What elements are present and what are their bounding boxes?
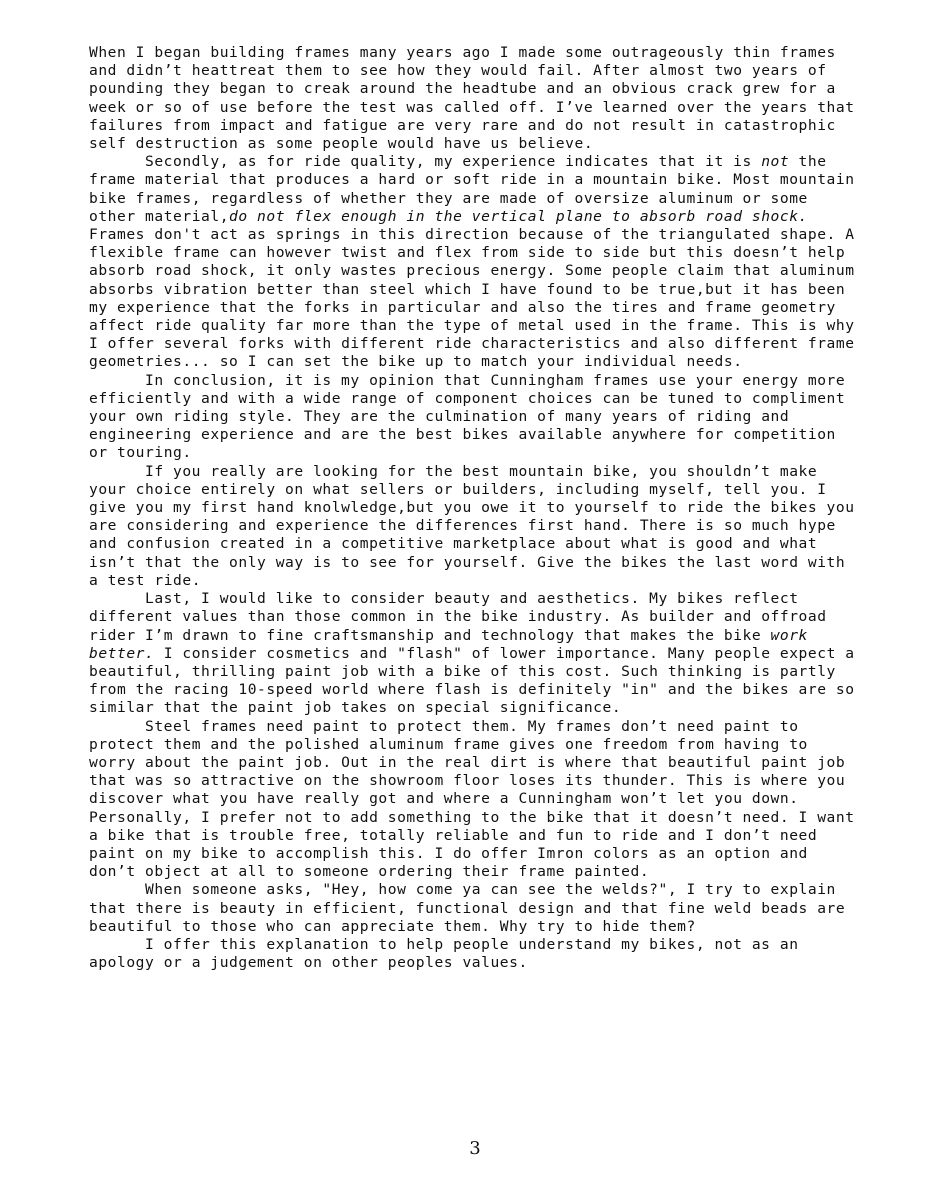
paragraph xyxy=(89,881,859,936)
paragraph-text: In conclusion, it is my opinion that Cunningham frames use your energy more efficiently and with a wide range of component choices can be tuned to compliment your own riding style. They are the culmination of many years of riding and engineering experience and are the best bikes available anywhere for competition or touring. xyxy=(89,371,846,462)
paragraph-text: I offer this explanation to help people understand my bikes, not as an apology or a judgement on other peoples values. xyxy=(89,935,799,972)
emphasized-text: work better. xyxy=(89,626,808,662)
paragraph xyxy=(89,463,859,590)
paragraph-text: I consider cosmetics and "flash" of lower importance. Many people expect a beautiful, thrilling paint job with a bike of this cost. Such thinking is partly from the racing 10-speed world where flash is definitely "in" and the bikes are so similar that the paint job takes on special significance. xyxy=(89,644,855,717)
paragraph-text: When I began building frames many years ago I made some outrageously thin frames and didn’t heattreat them to see how they would fail. After almost two years of pounding they began to creak around the headtube and an obvious crack grew for a week or so of use before the test was called off. I’ve learned over the years that failures from impact and fatigue are very rare and do not result in catastrophic self destruction as some people would have us believe. xyxy=(89,44,855,153)
paragraph xyxy=(89,153,859,371)
paragraph-text: Steel frames need paint to protect them. My frames don’t need paint to protect them and the polished aluminum frame gives one freedom from having to worry about the paint job. Out in the real dirt is where that beautiful paint job that was so attractive on the showroom floor loses its thunder. This is where you discover what you have really got and where a Cunningham won’t let you down. Personally, I prefer not to add something to the bike that it doesn’t need. I want a bike that is trouble free, totally reliable and fun to ride and I don’t need paint on my bike to accomplish this. I do offer Imron colors as an option and don’t object at all to someone ordering their frame painted. xyxy=(89,717,855,881)
body-text xyxy=(89,44,859,972)
paragraph-text: When someone asks, "Hey, how come ya can see the welds?", I try to explain that there is beauty in efficient, functional design and that fine weld beads are beautiful to those who can appreciate them. Why try to hide them? xyxy=(89,881,846,935)
paragraph-text: Frames don't act as springs in this direction because of the triangulated shape. A flexible frame can however twist and flex from side to side but this doesn’t help absorb road shock, it only wastes precious energy. Some people claim that aluminum absorbs vibration better than steel which I have found to be true,but it has been my experience that the forks in particular and also the tires and frame geometry affect ride quality far more than the type of metal used in the frame. This is why I offer several forks with different ride characteristics and also different frame geometries... so I can set the bike up to match your individual needs. xyxy=(89,226,855,371)
paragraph xyxy=(89,590,859,717)
paragraph-text: Secondly, as for ride quality, my experience indicates that it is xyxy=(145,153,762,171)
page-number: 3 xyxy=(469,1138,481,1159)
paragraph xyxy=(89,718,859,882)
paragraph-text: the frame material that produces a hard or soft ride in a mountain bike. Most mountain bike frames, regardless of whether they are made of oversize aluminum or some other material, xyxy=(89,153,855,225)
emphasized-text: not xyxy=(761,153,790,171)
emphasized-text: do not flex enough in the vertical plane to absorb road shock. xyxy=(229,207,808,225)
paragraph xyxy=(89,44,859,153)
paragraph xyxy=(89,936,859,972)
paragraph xyxy=(89,372,859,463)
paragraph-text: Last, I would like to consider beauty and aesthetics. My bikes reflect different values than those common in the bike industry. As builder and offroad rider I’m drawn to fine craftsmanship and technology that makes the bike xyxy=(89,590,827,644)
paragraph-text: If you really are looking for the best mountain bike, you shouldn’t make your choice entirely on what sellers or builders, including myself, tell you. I give you my first hand knolwledge,but you owe it to yourself to ride the bikes you are considering and experience the differences first hand. There is so much hype and confusion created in a competitive marketplace about what is good and what isn’t that the only way is to see for yourself. Give the bikes the last word with a test ride. xyxy=(89,462,855,589)
